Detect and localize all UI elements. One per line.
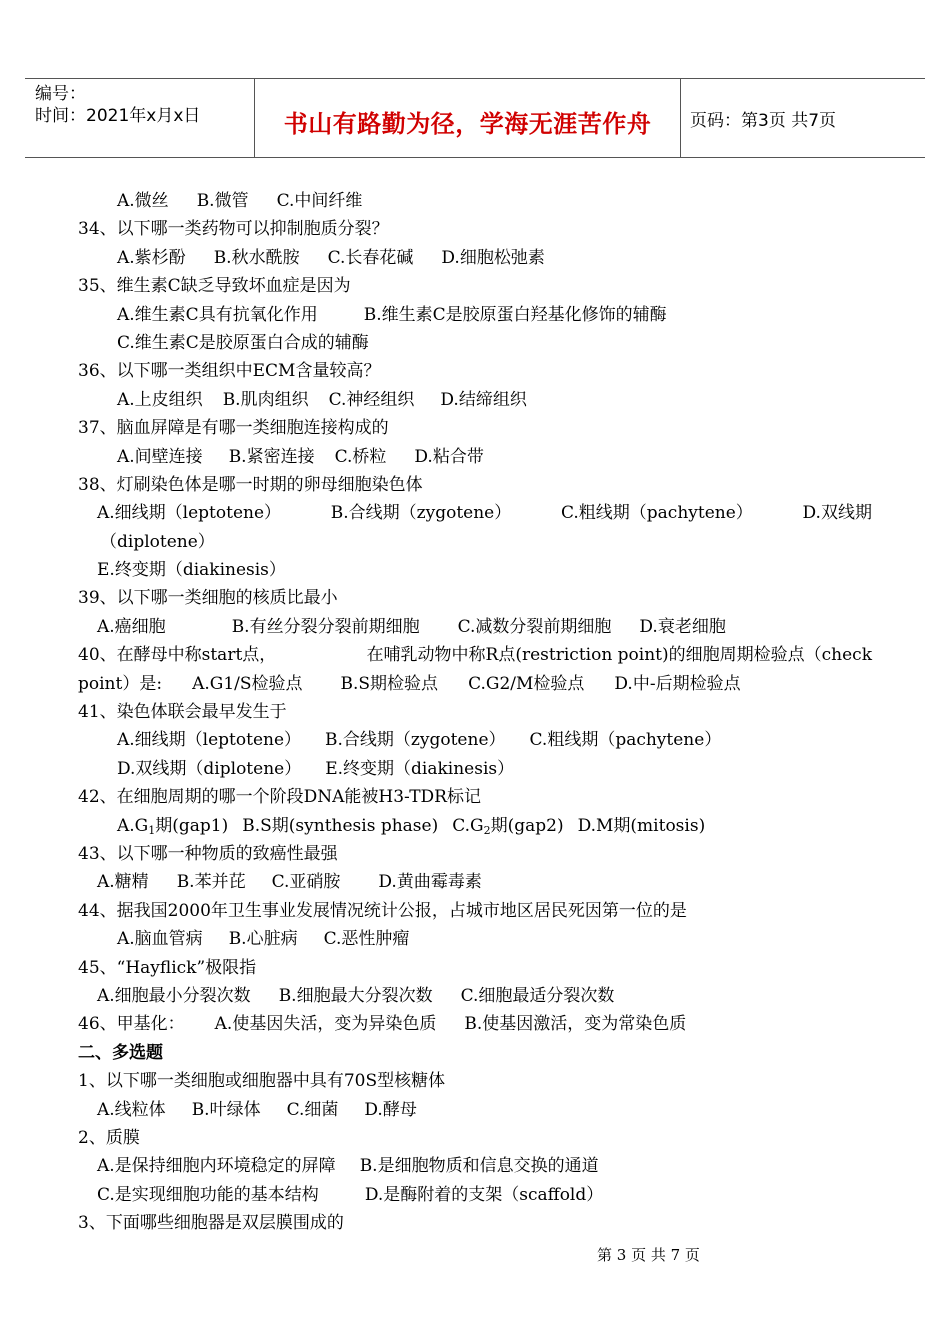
question-40-continued [0,670,950,698]
m2-options-row1 [0,1152,950,1180]
q42-options [0,812,950,840]
question-35: 35、维生素C缺乏导致坏血症是因为 [78,276,351,297]
option: A.维生素C具有抗氧化作用 [117,304,318,325]
question-40 [0,641,950,669]
option: C.神经组织 [328,389,415,410]
option: D.衰老细胞 [639,616,726,637]
option: B.心脏病 [228,929,298,950]
option: C.减数分裂前期细胞 [457,616,612,637]
number-label: 编号： [35,84,86,104]
option: B.S期检验点 [340,673,439,694]
option: D.M期(mitosis) [577,815,706,836]
option: A.微丝 [117,191,169,211]
multi-question-2: 2、质膜 [78,1127,140,1148]
q38-options-row2: （diplotene） [100,531,215,552]
option: B.秋水酰胺 [213,247,300,268]
option: B.细胞最大分裂次数 [278,985,433,1006]
question-45: 45、“Hayflick”极限指 [78,957,257,978]
time-label: 时间：2021年x月x日 [35,106,201,126]
option: B.叶绿体 [191,1099,261,1120]
option: B.肌肉组织 [222,389,309,410]
option: B.合线期（zygotene） [325,730,506,751]
question-46 [0,1010,950,1038]
option: A.癌细胞 [97,616,166,637]
option: D.中-后期检验点 [614,673,741,694]
option: A.上皮组织 [117,389,203,410]
q35-options-row1 [0,301,950,329]
option: B.维生素C是胶原蛋白羟基化修饰的辅酶 [363,304,667,325]
q33-options [0,187,950,215]
q44-options [0,925,950,953]
option: C.维生素C是胶原蛋白合成的辅酶 [117,332,369,353]
q38-options-row3: E.终变期（diakinesis） [97,560,286,581]
q41-options-row2 [0,755,950,783]
motto: 书山有路勤为径，学海无涯苦作舟 [283,110,652,138]
question-37: 37、脑血屏障是有哪一类细胞连接构成的 [78,418,389,439]
option: D.双线期（diplotene） [117,758,302,779]
q39-options [0,613,950,641]
option: A.细胞最小分裂次数 [97,985,251,1006]
option: D.酵母 [364,1099,417,1120]
option: C.中间纤维 [276,191,363,211]
question-38: 38、灯刷染色体是哪一时期的卵母细胞染色体 [78,474,423,495]
multi-question-3: 3、下面哪些细胞器是双层膜围成的 [78,1213,344,1234]
option: A.脑血管病 [117,929,203,950]
page-indicator: 页码：第3页 共7页 [690,111,837,131]
option: B.有丝分裂分裂前期细胞 [231,616,420,637]
q36-options [0,386,950,414]
question-40-part2: 在哺乳动物中称R点(restriction point)的细胞周期检验点（check [366,645,872,666]
option: B.微管 [196,191,249,211]
option: A.线粒体 [97,1099,166,1120]
header-meta [25,79,263,157]
question-46-stem: 46、甲基化： [78,1014,185,1035]
option: $A.G_1$期(gap1) [117,815,229,837]
option: D.细胞松弛素 [441,247,545,268]
question-40-part1: 40、在酵母中称start点， [78,645,277,666]
option: C.细胞最适分裂次数 [460,985,615,1006]
question-43: 43、以下哪一种物质的致癌性最强 [78,843,338,864]
option: A.细线期（leptotene） [97,503,282,524]
option: C.粗线期（pachytene） [560,503,753,524]
option: A.糖精 [97,872,149,893]
option: B.是细胞物质和信息交换的通道 [359,1156,599,1177]
question-41: 41、染色体联会最早发生于 [78,702,287,723]
option: E.终变期（diakinesis） [325,758,515,779]
option: B.S期(synthesis phase) [242,815,439,836]
question-39: 39、以下哪一类细胞的核质比最小 [78,588,338,609]
q37-options [0,443,950,471]
option: C.细菌 [286,1099,339,1120]
option: D.结缔组织 [440,389,527,410]
option: A.是保持细胞内环境稳定的屏障 [97,1156,336,1177]
q45-options [0,982,950,1010]
option: B.紧密连接 [228,446,315,467]
q34-options [0,244,950,272]
option: C.粗线期（pachytene） [529,730,722,751]
option: C.G2/M检验点 [468,673,585,694]
question-list [0,187,950,1237]
question-36: 36、以下哪一类组织中ECM含量较高？ [78,361,381,382]
m1-options [0,1096,950,1124]
option: B.苯并芘 [176,872,246,893]
multi-question-1: 1、以下哪一类细胞或细胞器中具有70S型核糖体 [78,1071,446,1092]
question-34: 34、以下哪一类药物可以抑制胞质分裂？ [78,219,389,240]
question-40-tail: point）是: [78,673,163,694]
option: A.使基因失活，变为异染色质 [214,1014,437,1035]
option: D.黄曲霉毒素 [378,872,482,893]
m2-options-row2 [0,1181,950,1209]
option: C.桥粒 [334,446,387,467]
option: A.紫杉酚 [117,247,186,268]
option: A.间壁连接 [117,446,203,467]
question-44: 44、据我国2000年卫生事业发展情况统计公报，占城市地区居民死因第一位的是 [78,900,687,921]
option: D.是酶附着的支架（scaffold） [364,1184,604,1205]
option: B.使基因激活，变为常染色质 [464,1014,687,1035]
option: $C.G_2$期(gap2) [452,815,564,837]
option: D.双线期 [802,503,872,524]
header-motto-cell [254,79,681,157]
option: C.恶性肿瘤 [323,929,410,950]
option: A.G1/S检验点 [192,673,303,694]
page-header [25,78,925,158]
option: C.是实现细胞功能的基本结构 [97,1184,319,1205]
section-heading-multiple-choice: 二、多选题 [78,1042,163,1063]
question-42: 42、在细胞周期的哪一个阶段DNA能被H3-TDR标记 [78,787,481,808]
q41-options-row1 [0,726,950,754]
page-footer: 第 3 页 共 7 页 [597,1246,700,1264]
header-page-cell [680,79,925,157]
option: A.细线期（leptotene） [117,730,302,751]
option: C.长春花碱 [327,247,414,268]
option: B.合线期（zygotene） [330,503,512,524]
q35-options-row2 [0,329,950,357]
option: C.亚硝胺 [271,872,341,893]
q43-options [0,868,950,896]
option: D.粘合带 [414,446,484,467]
q38-options-row1 [0,499,950,527]
